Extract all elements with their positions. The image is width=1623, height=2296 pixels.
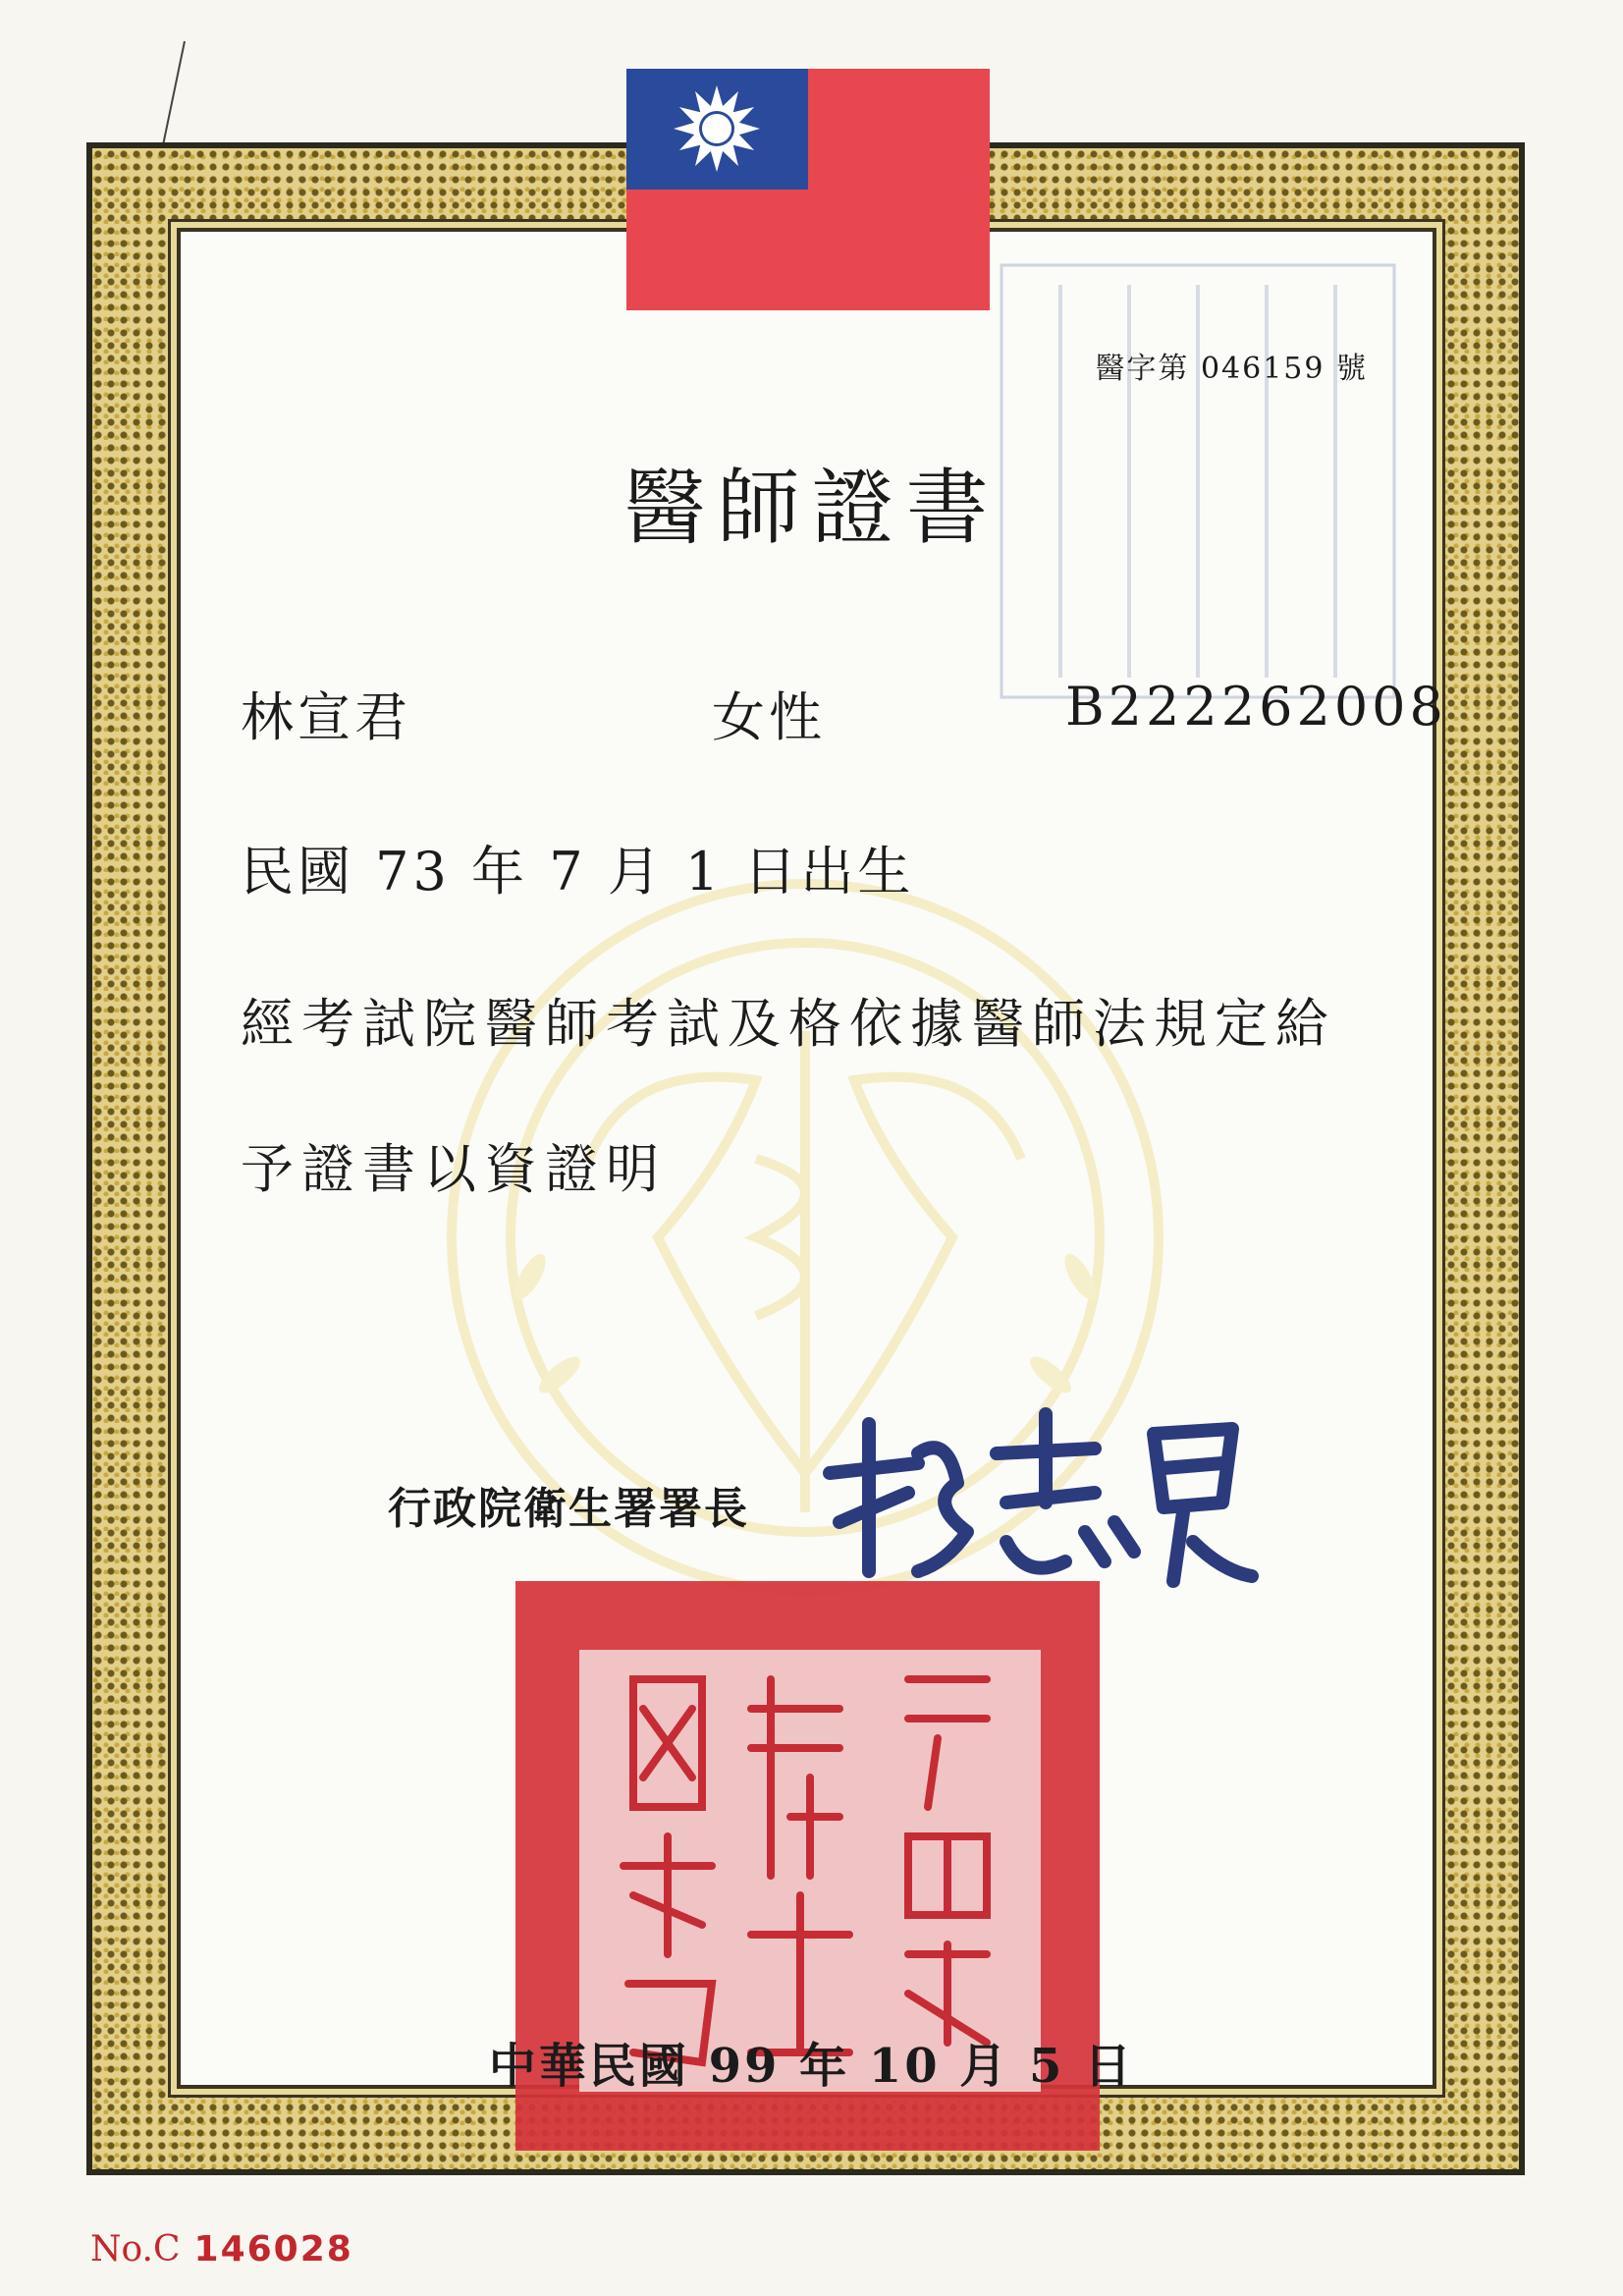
serial-label: No.C — [90, 2229, 181, 2269]
serial-value: 146028 — [193, 2229, 353, 2269]
certificate-number: 醫字第 046159 號 — [1095, 352, 1368, 386]
roc-flag-icon — [626, 69, 990, 310]
serial-number — [90, 2229, 353, 2269]
holder-name: 林宣君 — [241, 686, 411, 748]
holder-gender: 女性 — [712, 686, 826, 748]
certification-text-line-2: 予證書以資證明 — [241, 1138, 667, 1200]
scan-mark — [157, 39, 187, 147]
certificate-title: 醫師證書 — [622, 460, 1001, 556]
holder-id-number: B222262008 — [1065, 676, 1447, 738]
birth-date-line: 民國 73 年 7 月 1 日出生 — [241, 841, 915, 902]
issue-date: 中華民國 99 年 10 月 5 日 — [488, 2039, 1135, 2094]
certification-text-line-1: 經考試院醫師考試及格依據醫師法規定給 — [241, 993, 1336, 1055]
issuer-title: 行政院衛生署署長 — [388, 1484, 749, 1534]
signature — [800, 1394, 1262, 1591]
